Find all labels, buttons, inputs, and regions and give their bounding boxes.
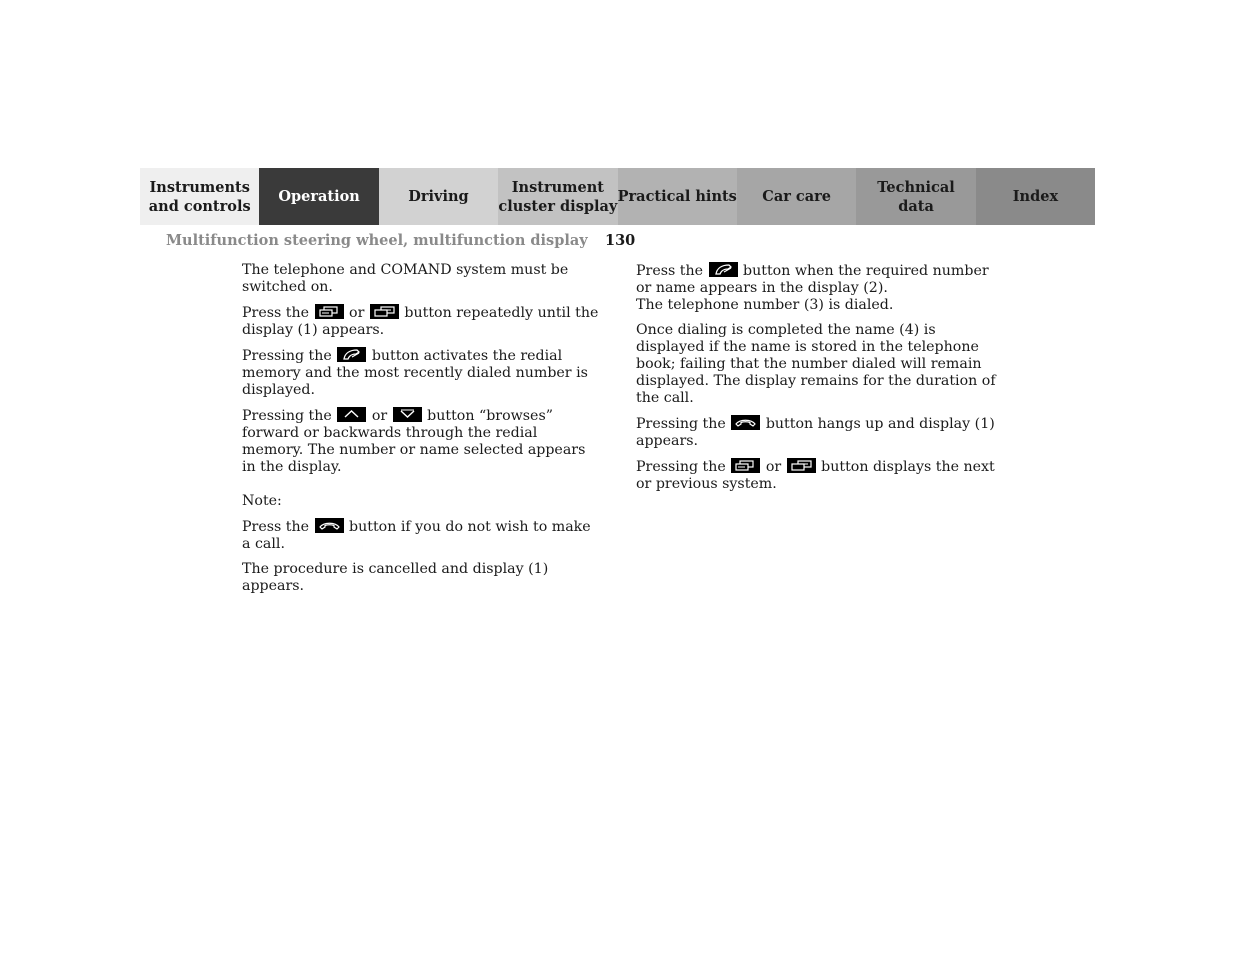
paragraph: Press the button if you do not wish to make a call.	[242, 519, 591, 552]
left-column	[242, 262, 602, 603]
tab-car-care[interactable]: Car care	[737, 168, 856, 225]
page-number: 130	[605, 232, 636, 249]
paragraph: Pressing the button activates the redial memory and the most recently dialed number is displayed.	[242, 348, 588, 398]
paragraph: Pressing the or button “browses” forward or backwards through the redial memory. The number or name selected appears in the display.	[242, 408, 586, 475]
arrow-down-icon	[393, 407, 422, 422]
tab-practical-hints[interactable]: Practical hints	[618, 168, 737, 225]
tab-operation[interactable]: Operation	[259, 168, 378, 225]
phone-end-icon	[731, 415, 760, 430]
paragraph: The telephone and COMAND system must be switched on.	[242, 262, 569, 295]
note-label: Note:	[242, 493, 282, 509]
tab-instruments-and-controls[interactable]: Instruments and controls	[140, 168, 259, 225]
phone-end-icon	[315, 518, 344, 533]
tab-technical-data[interactable]: Technical data	[856, 168, 975, 225]
tab-instrument-cluster-display[interactable]: Instrument cluster display	[498, 168, 617, 225]
display-forward-icon	[315, 304, 344, 319]
paragraph: Press the button when the required number or name appears in the display (2). The telephone number (3) is dialed.	[636, 263, 989, 313]
display-back-icon	[370, 304, 399, 319]
display-back-icon	[787, 458, 816, 473]
tab-driving[interactable]: Driving	[379, 168, 498, 225]
phone-send-icon	[709, 262, 738, 277]
paragraph: Press the or button repeatedly until the display (1) appears.	[242, 305, 599, 338]
phone-send-icon	[337, 347, 366, 362]
right-column	[636, 262, 996, 501]
paragraph: Once dialing is completed the name (4) is displayed if the name is stored in the telephone book; failing that the number dialed will remain displayed. The display remains for the duration of the call.	[636, 322, 996, 406]
chapter-tab-bar	[140, 168, 1095, 225]
paragraph: The procedure is cancelled and display (1) appears.	[242, 561, 549, 594]
arrow-up-icon	[337, 407, 366, 422]
tab-index[interactable]: Index	[976, 168, 1095, 225]
section-title: Multifunction steering wheel, multifunction display	[166, 232, 588, 249]
display-forward-icon	[731, 458, 760, 473]
paragraph: Pressing the or button displays the next or previous system.	[636, 459, 995, 492]
paragraph: Pressing the button hangs up and display (1) appears.	[636, 416, 995, 449]
